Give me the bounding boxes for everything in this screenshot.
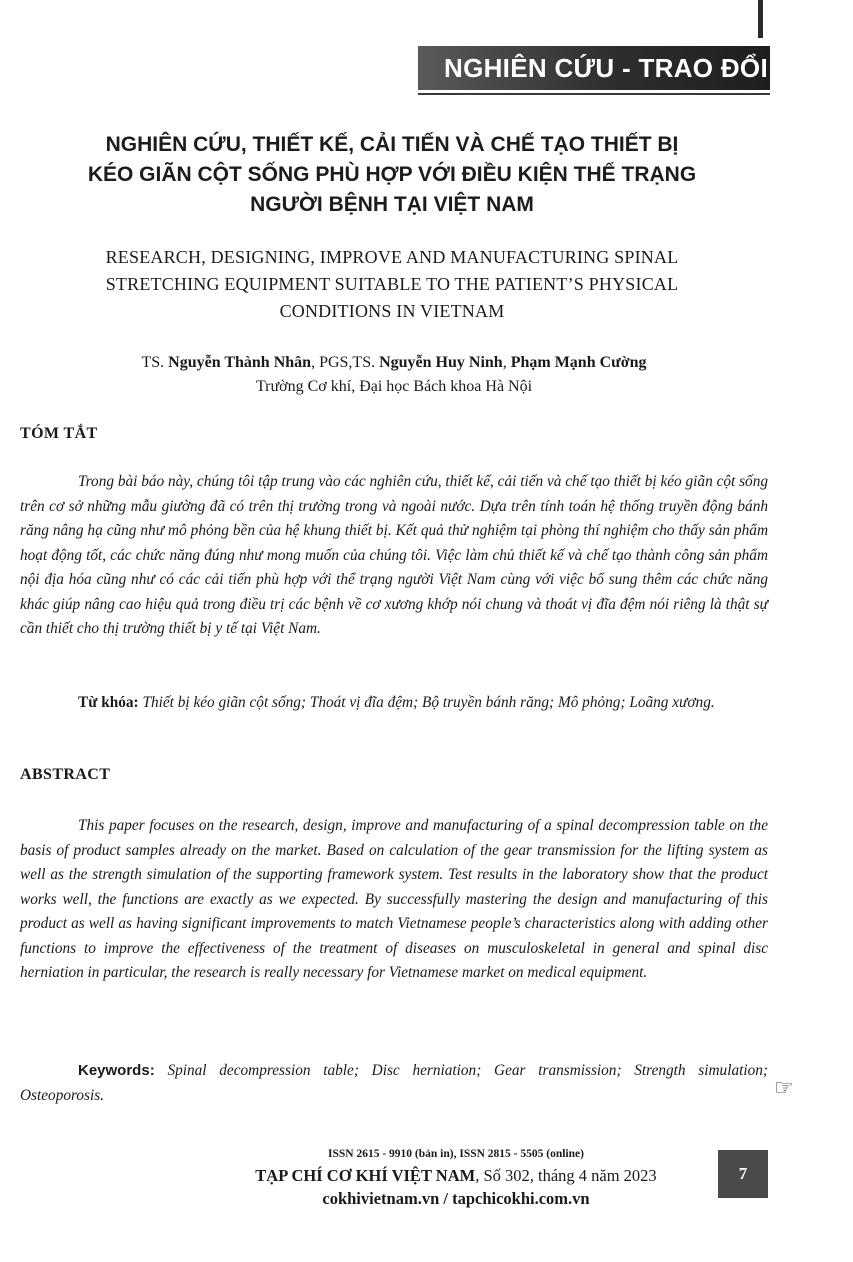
title-en-line: STRETCHING EQUIPMENT SUITABLE TO THE PATIENT’S PHYSICAL (105, 274, 679, 294)
title-vi-line: NGƯỜI BỆNH TẠI VIỆT NAM (250, 193, 534, 216)
title-vi-line: NGHIÊN CỨU, THIẾT KẾ, CẢI TIẾN VÀ CHẾ TẠO THIẾT BỊ (105, 133, 679, 156)
keywords-en (20, 1059, 768, 1108)
pointing-hand-icon: ☞ (774, 1076, 794, 1101)
affiliation: Trường Cơ khí, Đại học Bách khoa Hà Nội (255, 378, 533, 395)
section-banner (418, 46, 770, 90)
issn-line: ISSN 2615 - 9910 (bản in), ISSN 2815 - 5505 (online) (328, 1148, 584, 1160)
keywords-vi (20, 691, 768, 716)
journal-website: cokhivietnam.vn / tapchicokhi.com.vn (322, 1189, 590, 1208)
abstract-body: This paper focuses on the research, design, improve and manufacturing of a spinal decompression table on the basis of product samples already on the market. Based on calculation of the gear transmission for the lifting system as well as the strength simulation of the supporting framework system. Test results in the laboratory show that the product works well, the functions are exactly as we expected. By successfully mastering the design and manufacturing of this product as well as having significant improvements to match Vietnamese people’s characteristics along with adding other functions to improve the effectiveness of the treatment of diseases on musculoskeletal in general and spinal disc herniation in particular, the research is really necessary for Vietnamese market on medical equipment. (20, 817, 768, 981)
title-vi-line: KÉO GIÃN CỘT SỐNG PHÙ HỢP VỚI ĐIỀU KIỆN THỂ TRẠNG (87, 163, 697, 186)
author-name: Nguyễn Huy Ninh (379, 354, 503, 371)
section-label: NGHIÊN CỨU - TRAO ĐỔI (444, 52, 768, 83)
banner-rule (418, 93, 770, 95)
journal-line (200, 1164, 712, 1188)
title-en-line: RESEARCH, DESIGNING, IMPROVE AND MANUFACTURING SPINAL (105, 247, 679, 267)
author-prefix: TS. (141, 354, 169, 371)
journal-issue: , Số 302, tháng 4 năm 2023 (475, 1166, 657, 1185)
title-vietnamese (30, 130, 754, 220)
author-separator: , (502, 354, 511, 371)
title-english (30, 244, 754, 325)
author-list (20, 350, 768, 376)
page-number: 7 (718, 1150, 768, 1198)
keywords-text: Thiết bị kéo giãn cột sống; Thoát vị đĩa đệm; Bộ truyền bánh răng; Mô phỏng; Loãng xương. (138, 694, 715, 711)
author-prefix: , PGS,TS. (311, 354, 380, 371)
author-name: Nguyễn Thành Nhân (168, 354, 312, 371)
keywords-text: Spinal decompression table; Disc herniation; Gear transmission; Strength simulation; Osteoporosis. (20, 1062, 768, 1104)
summary-body: Trong bài báo này, chúng tôi tập trung vào các nghiên cứu, thiết kế, cải tiến và chế tạo thiết bị kéo giãn cột sống trên cơ sở những mẫu giường đã có trên thị trường trong và ngoài nước. Dựa trên tính toán hệ thống truyền động bánh răng nâng hạ cũng như mô phỏng bền của hệ khung thiết bị. Kết quả thử nghiệm tại phòng thí nghiệm cho thấy sản phẩm hoạt động tốt, các chức năng đúng như mong muốn của chúng tôi. Việc làm chủ thiết kế và chế tạo thành công sản phẩm nội địa hóa cũng như có các cải tiến phù hợp với thể trạng người Việt Nam cùng với việc bổ sung thêm các chức năng khác giúp nâng cao hiệu quả trong điều trị các bệnh về cơ xương khớp nói chung và thoát vị đĩa đệm nói riêng là thật sự cần thiết cho thị trường thiết bị y tế tại Việt Nam. (20, 473, 768, 637)
page-edge-mark (758, 0, 763, 38)
journal-footer (200, 1146, 712, 1210)
keywords-label: Keywords: (78, 1062, 155, 1079)
author-name: Phạm Mạnh Cường (510, 354, 647, 371)
title-en-line: CONDITIONS IN VIETNAM (279, 301, 505, 321)
abstract-heading: ABSTRACT (20, 766, 111, 783)
keywords-label: Từ khóa: (78, 694, 139, 711)
summary-heading: TÓM TẮT (20, 425, 98, 442)
journal-name: TẠP CHÍ CƠ KHÍ VIỆT NAM (255, 1166, 476, 1185)
